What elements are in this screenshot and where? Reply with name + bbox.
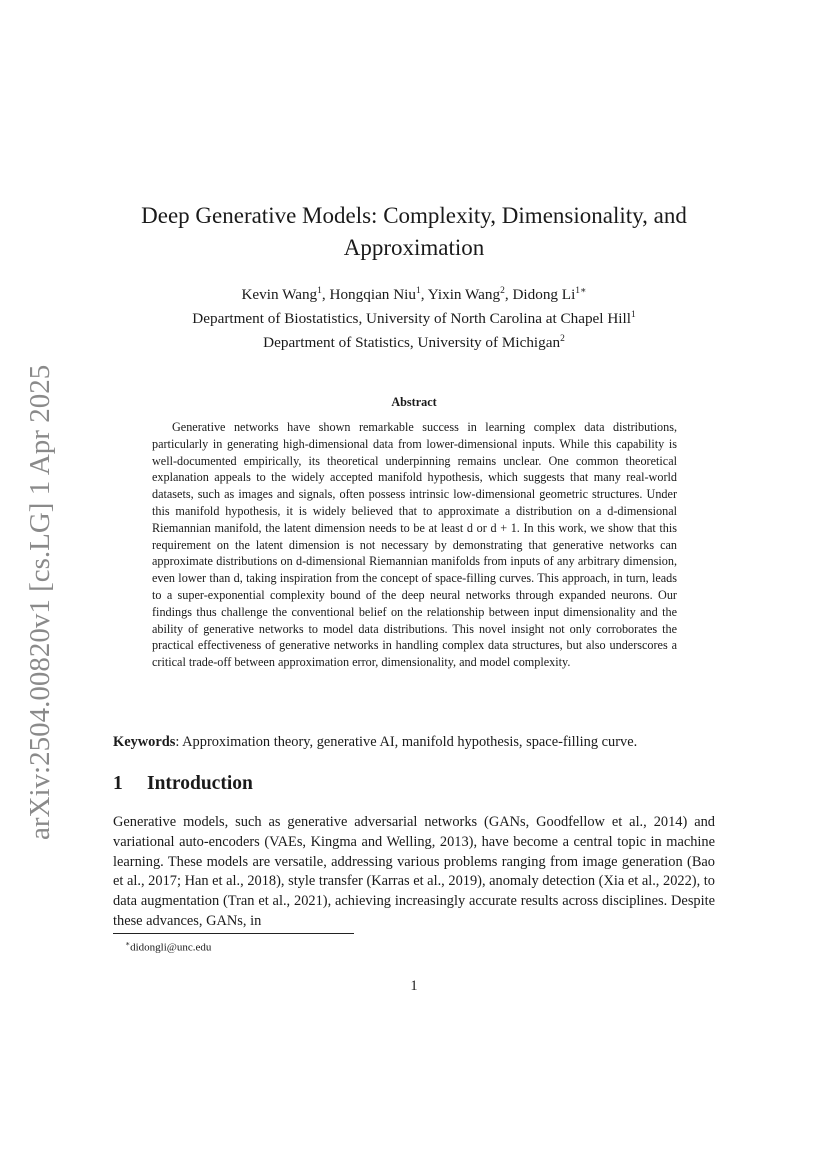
arxiv-identifier: arXiv:2504.00820v1 [cs.LG] 1 Apr 2025 <box>24 364 56 840</box>
author-name: Didong Li <box>512 286 576 304</box>
affiliation-mark: 1 <box>630 310 636 321</box>
section-heading <box>113 773 715 795</box>
affiliation-mark: 2 <box>560 334 565 345</box>
keywords-text: : Approximation theory, generative AI, manifold hypothesis, space-filling curve. <box>175 734 638 750</box>
page-number: 1 <box>410 978 418 994</box>
affiliation-line <box>113 305 715 329</box>
author-block <box>113 281 715 353</box>
footnote <box>125 937 211 955</box>
introduction-paragraph: Generative models, such as generative adversarial networks (GANs, Goodfellow et al., 2014) and variational auto-encoders (VAEs, Kingma and Welling, 2013), have become a central topic in machine learning. These models are versatile, addressing various problems ranging from image generation (Bao et al., 2017; Han et al., 2018), style transfer (Karras et al., 2019), anomaly detection (Xia et al., 2022), to data augmentation (Tran et al., 2021), achieving increasingly accurate results across disciplines. Despite these advances, GANs, in <box>113 814 715 929</box>
section-number: 1 <box>113 773 123 794</box>
affiliation-text: Department of Statistics, University of Michigan <box>263 334 561 352</box>
affiliation-line <box>113 329 715 353</box>
abstract-body: Generative networks have shown remarkable success in learning complex data distributions, particularly in generating high-dimensional data from lower-dimensional inputs. While this capability is well-documented empirically, its theoretical underpinning remains unclear. One common theoretical explanation appeals to the widely accepted manifold hypothesis, which suggests that many real-world datasets, such as images and signals, often possess intrinsic low-dimensional geometric structures. Under this manifold hypothesis, it is widely believed that to approximate a distribution on a d-dimensional Riemannian manifold, the latent dimension needs to be at least d or d + 1. In this work, we show that this requirement on the latent dimension is not necessary by demonstrating that generative networks can approximate distributions on d-dimensional Riemannian manifolds from inputs of any arbitrary dimension, even lower than d, taking inspiration from the concept of space-filling curves. This approach, in turn, leads to a super-exponential complexity bound of the deep neural networks through expanded neurons. Our findings thus challenge the conventional belief on the relationship between input dimensionality and the ability of generative networks to model data distributions. This novel insight not only corroborates the practical effectiveness of generative networks in handling complex data structures, but also underscores a critical trade-off between approximation error, dimensionality, and model complexity. <box>152 420 677 670</box>
paper-title: Deep Generative Models: Complexity, Dimensionality, and Approximation <box>141 203 687 260</box>
section-title: Introduction <box>147 773 253 794</box>
keywords-line <box>113 732 715 752</box>
footnote-mark: ∗ <box>125 939 131 948</box>
footnote-email: didongli@unc.edu <box>130 941 212 954</box>
footnote-rule <box>113 933 354 934</box>
author-list: Kevin Wang$^1$, Hongqian Niu$^1$, Yixin Wang$^2$, Didong $Li^{1∗}$ <box>241 286 587 304</box>
author-affiliation-mark: 1 <box>317 286 322 296</box>
author-affiliation-mark: 1 <box>415 286 421 296</box>
author-name: Kevin Wang <box>241 286 318 304</box>
author-name: Hongqian Niu <box>329 286 416 304</box>
author-name: Yixin Wang <box>427 286 501 304</box>
abstract-heading: Abstract <box>391 395 437 409</box>
keywords-label: Keywords <box>113 734 176 750</box>
affiliation-text: Department of Biostatistics, University of North Carolina at Chapel Hill <box>192 310 631 328</box>
author-affiliation-mark: 1∗ <box>575 286 587 296</box>
author-affiliation-mark: 2 <box>500 286 505 296</box>
